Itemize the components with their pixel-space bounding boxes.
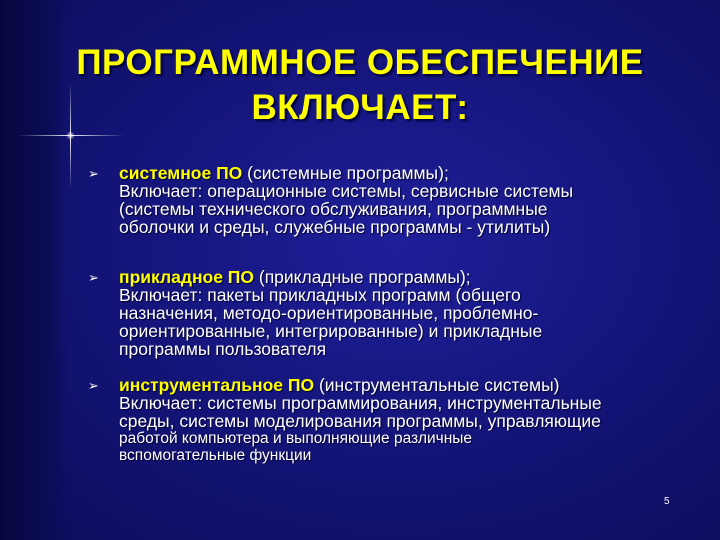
item-detail-line: Включает: пакеты прикладных программ (общего — [119, 285, 521, 305]
item-detail-line: работой компьютера и выполняющие различные — [119, 430, 473, 447]
page-number: 5 — [664, 496, 670, 507]
arrow-bullet-icon: ➢ — [88, 270, 99, 285]
item-detail-line: вспомогательные функции — [119, 447, 312, 464]
arrow-bullet-icon: ➢ — [88, 166, 99, 181]
slide-title-line-2: ВКЛЮЧАЕТ: — [251, 88, 469, 127]
item-detail-line: оболочки и среды, служебные программы - утилиты) — [119, 217, 551, 237]
item-detail-line: Включает: системы программирования, инструментальные — [119, 393, 602, 413]
list-item-tool-software — [88, 376, 688, 464]
item-heading — [119, 268, 688, 286]
item-description: (инструментальные системы) — [314, 375, 560, 395]
slide-title-line-1: ПРОГРАММНОЕ ОБЕСПЕЧЕНИЕ — [76, 43, 644, 82]
item-detail-line: (системы технического обслуживания, программные — [119, 199, 548, 219]
item-heading — [119, 376, 688, 394]
item-detail-line: назначения, методо-ориентированные, проблемно- — [119, 303, 539, 323]
item-term: прикладное ПО — [119, 267, 254, 287]
item-description: (прикладные программы); — [254, 267, 471, 287]
item-detail-line: среды, системы моделирования программы, управляющие — [119, 411, 601, 431]
item-detail-line: программы пользователя — [119, 339, 327, 359]
list-item-system-software — [88, 164, 688, 236]
left-dark-band — [0, 0, 68, 540]
item-term: системное ПО — [119, 163, 243, 183]
arrow-bullet-icon: ➢ — [88, 378, 99, 393]
lens-flare-core — [66, 131, 75, 140]
slide-title — [60, 40, 660, 130]
item-detail-line: Включает: операционные системы, сервисные системы — [119, 181, 574, 201]
item-description: (системные программы); — [242, 163, 449, 183]
item-detail-line: ориентированные, интегрированные) и прикладные — [119, 321, 543, 341]
list-item-application-software — [88, 268, 688, 358]
item-term: инструментальное ПО — [119, 375, 315, 395]
item-heading — [119, 164, 688, 182]
